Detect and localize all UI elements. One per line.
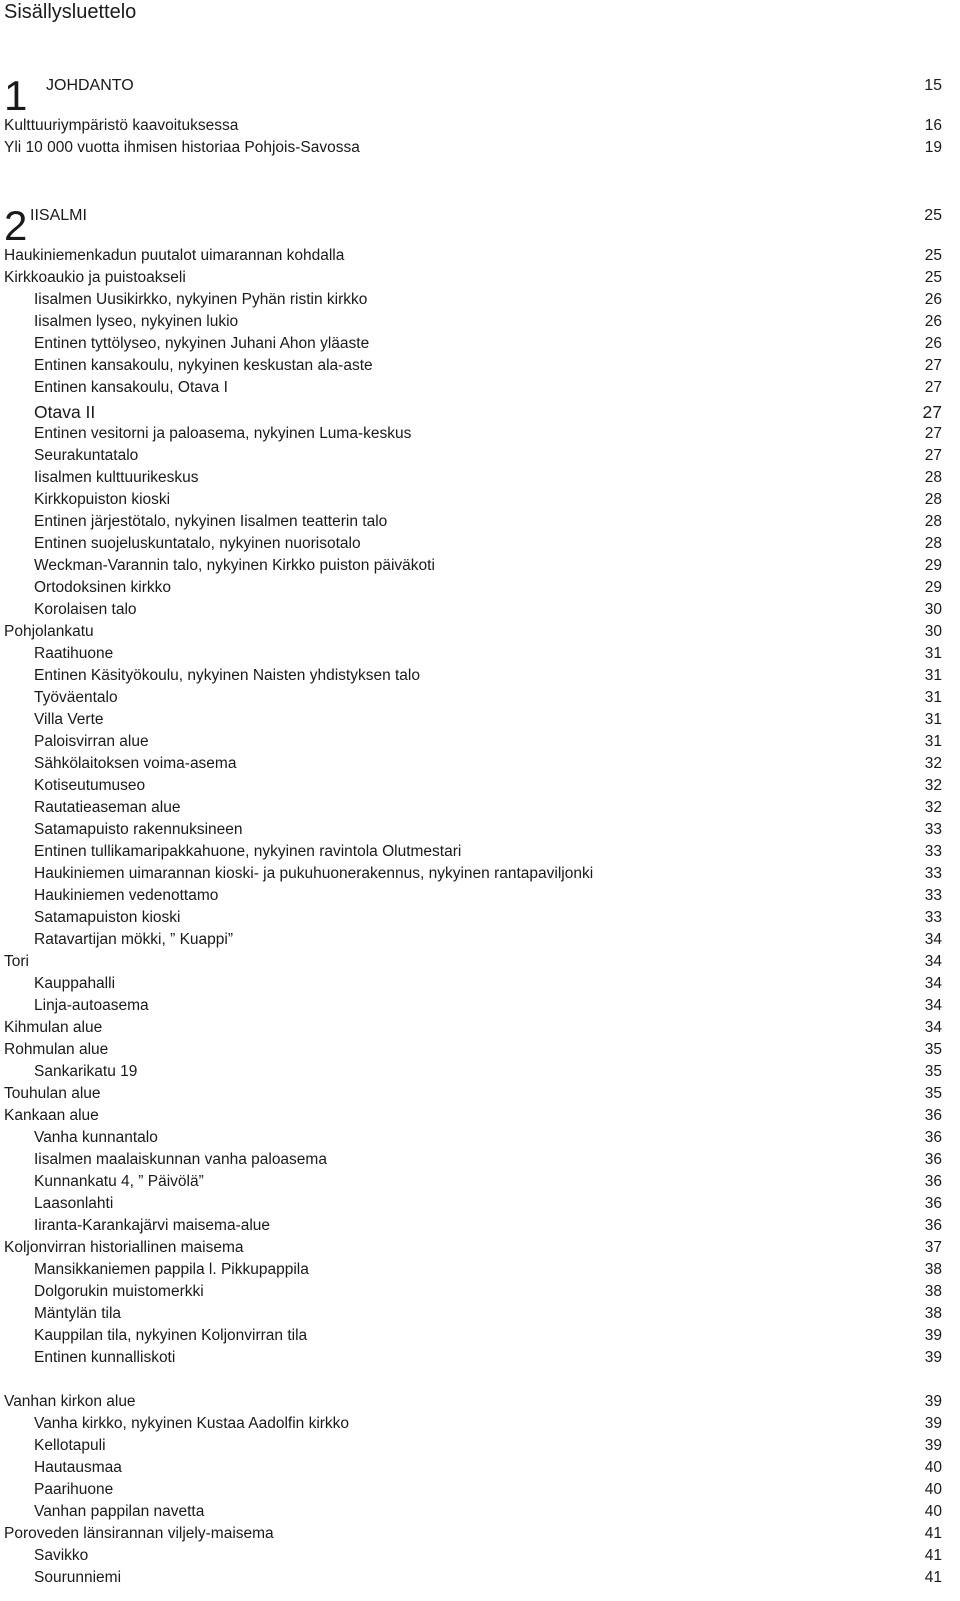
toc-entry-page: 36: [924, 1217, 942, 1234]
toc-entry-title: Kunnankatu 4, ” Päivölä”: [34, 1173, 204, 1190]
toc-entry-page: 34: [924, 953, 942, 970]
toc-entry-page: 19: [924, 139, 942, 156]
toc-entry-page: 31: [924, 667, 942, 684]
toc-entry[interactable]: [0, 666, 960, 686]
toc-entry[interactable]: [0, 644, 960, 664]
toc-entry[interactable]: [0, 1282, 960, 1302]
toc-entry[interactable]: [0, 996, 960, 1016]
toc-entry-page: 39: [924, 1327, 942, 1344]
chapter-number: 2: [4, 202, 28, 249]
toc-entry-page: 36: [924, 1107, 942, 1124]
toc-entry[interactable]: [0, 1128, 960, 1148]
toc-entry[interactable]: [0, 754, 960, 774]
toc-entry[interactable]: [0, 1238, 960, 1258]
toc-entry-title: Ortodoksinen kirkko: [34, 579, 171, 596]
toc-entry[interactable]: [0, 1040, 960, 1060]
toc-entry-title: Pohjolankatu: [4, 623, 94, 640]
toc-entry[interactable]: [0, 1150, 960, 1170]
toc-entry[interactable]: [0, 1260, 960, 1280]
toc-entry-page: 28: [924, 491, 942, 508]
toc-entry-title: Poroveden länsirannan viljely-maisema: [4, 1525, 274, 1542]
toc-entry-page: 31: [924, 689, 942, 706]
toc-entry-title: Paarihuone: [34, 1481, 114, 1498]
toc-entry[interactable]: [0, 886, 960, 906]
toc-entry-title: Vanha kunnantalo: [34, 1129, 158, 1146]
toc-entry[interactable]: [0, 1480, 960, 1500]
toc-entry-page: 30: [924, 601, 942, 618]
toc-entry-title: Iisalmen kulttuurikeskus: [34, 469, 199, 486]
toc-entry-title: Haukiniemenkadun puutalot uimarannan kohdalla: [4, 247, 345, 264]
toc-entry-title: Kotiseutumuseo: [34, 777, 146, 794]
toc-entry-title: Rohmulan alue: [4, 1041, 109, 1058]
toc-entry[interactable]: [0, 424, 960, 444]
toc-entry[interactable]: [0, 490, 960, 510]
toc-entry-title: Haukiniemen uimarannan kioski- ja pukuhuonerakennus, nykyinen rantapaviljonki: [34, 865, 594, 882]
toc-entry[interactable]: [0, 1524, 960, 1544]
toc-entry-title: Iisalmen lyseo, nykyinen lukio: [34, 313, 239, 330]
toc-entry-title: Raatihuone: [34, 645, 114, 662]
toc-entry-title: Entinen kansakoulu, Otava I: [34, 379, 228, 396]
chapter-heading: [0, 204, 960, 248]
toc-entry-title: Kauppahalli: [34, 975, 116, 992]
toc-entry[interactable]: [0, 138, 960, 158]
toc-entry-page: 25: [924, 269, 942, 286]
toc-entry-title: Mansikkaniemen pappila l. Pikkupappila: [34, 1261, 309, 1278]
toc-entry[interactable]: [0, 534, 960, 554]
toc-entry-page: 34: [924, 1019, 942, 1036]
toc-entry-title: Seurakuntatalo: [34, 447, 139, 464]
toc-entry[interactable]: [0, 468, 960, 488]
toc-entry-page: 25: [924, 247, 942, 264]
chapter-page-number: 15: [924, 77, 942, 94]
toc-entry-page: 33: [924, 843, 942, 860]
toc-entry-page: 39: [924, 1415, 942, 1432]
toc-entry-title: Savikko: [34, 1547, 89, 1564]
toc-entry-title: Iiranta-Karankajärvi maisema-alue: [34, 1217, 271, 1234]
toc-entry-page: 38: [924, 1261, 942, 1278]
toc-entry[interactable]: [0, 1568, 960, 1588]
toc-entry-title: Koljonvirran historiallinen maisema: [4, 1239, 244, 1256]
toc-entry[interactable]: [0, 1326, 960, 1346]
toc-entry-title: Entinen vesitorni ja paloasema, nykyinen Luma-keskus: [34, 425, 412, 442]
toc-entry-page: 37: [924, 1239, 942, 1256]
toc-entry[interactable]: [0, 1502, 960, 1522]
chapter-title[interactable]: JOHDANTO: [46, 77, 134, 94]
toc-entry-page: 27: [924, 379, 942, 396]
toc-entry[interactable]: [0, 1172, 960, 1192]
toc-entry-title: Dolgorukin muistomerkki: [34, 1283, 204, 1300]
toc-entry-page: 34: [924, 997, 942, 1014]
toc-entry[interactable]: [0, 1194, 960, 1214]
toc-entry-title: Laasonlahti: [34, 1195, 114, 1212]
toc-entry-page: 27: [922, 402, 942, 422]
toc-entry-title: Rautatieaseman alue: [34, 799, 181, 816]
toc-entry-title: Satamapuiston kioski: [34, 909, 181, 926]
toc-entry[interactable]: [0, 1348, 960, 1368]
toc-entry[interactable]: [0, 446, 960, 466]
toc-entry[interactable]: [0, 1106, 960, 1126]
toc-entry-page: 26: [924, 335, 942, 352]
toc-entry-title: Kauppilan tila, nykyinen Koljonvirran tila: [34, 1327, 308, 1344]
toc-entry[interactable]: [0, 312, 960, 332]
toc-entry[interactable]: [0, 798, 960, 818]
toc-entry-page: 38: [924, 1305, 942, 1322]
toc-entry-title: Touhulan alue: [4, 1085, 101, 1102]
toc-entry-page: 31: [924, 645, 942, 662]
toc-entry[interactable]: [0, 1062, 960, 1082]
toc-entry[interactable]: [0, 710, 960, 730]
toc-entry[interactable]: [0, 378, 960, 398]
toc-entry-title: Weckman-Varannin talo, nykyinen Kirkko puiston päiväkoti: [34, 557, 435, 574]
toc-entry-page: 39: [924, 1393, 942, 1410]
toc-entry-page: 33: [924, 909, 942, 926]
toc-entry-title: Entinen Käsityökoulu, nykyinen Naisten yhdistyksen talo: [34, 667, 420, 684]
toc-entry-title: Villa Verte: [34, 711, 104, 728]
toc-entry[interactable]: [0, 334, 960, 354]
toc-entry[interactable]: [0, 116, 960, 136]
toc-entry-title: Vanha kirkko, nykyinen Kustaa Aadolfin kirkko: [34, 1415, 350, 1432]
toc-entry-page: 36: [924, 1129, 942, 1146]
toc-entry-title: Sankarikatu 19: [34, 1063, 138, 1080]
toc-entry-title: Paloisvirran alue: [34, 733, 149, 750]
toc-entry[interactable]: [0, 600, 960, 620]
toc-entry-title: Otava II: [34, 402, 96, 422]
toc-entry-title: Yli 10 000 vuotta ihmisen historiaa Pohjois-Savossa: [4, 139, 360, 156]
toc-entry-page: 39: [924, 1437, 942, 1454]
toc-entry[interactable]: [0, 908, 960, 928]
toc-entry[interactable]: [0, 1546, 960, 1566]
toc-entry-title: Entinen tyttölyseo, nykyinen Juhani Ahon yläaste: [34, 335, 370, 352]
toc-entry-page: 33: [924, 887, 942, 904]
toc-entry-page: 27: [924, 447, 942, 464]
toc-entry-page: 40: [924, 1481, 942, 1498]
toc-entry-title: Kellotapuli: [34, 1437, 106, 1454]
toc-entry[interactable]: [0, 930, 960, 950]
toc-entry-page: 29: [924, 579, 942, 596]
toc-entry-page: 28: [924, 535, 942, 552]
toc-entry-title: Kirkkopuiston kioski: [34, 491, 171, 508]
page-title: Sisällysluettelo: [4, 1, 137, 23]
toc-entry-page: 34: [924, 931, 942, 948]
toc-entry-page: 40: [924, 1503, 942, 1520]
toc-entry-page: 16: [924, 117, 942, 134]
toc-entry-page: 33: [924, 821, 942, 838]
chapter-number: 1: [4, 72, 28, 119]
toc-entry-page: 28: [924, 469, 942, 486]
toc-entry-title: Ratavartijan mökki, ” Kuappi”: [34, 931, 233, 948]
toc-entry-title: Sourunniemi: [34, 1569, 122, 1586]
toc-entry-title: Mäntylän tila: [34, 1305, 122, 1322]
toc-entry[interactable]: [0, 246, 960, 266]
toc-entry[interactable]: [0, 356, 960, 376]
toc-entry-title: Iisalmen Uusikirkko, nykyinen Pyhän ristin kirkko: [34, 291, 368, 308]
toc-entry-title: Entinen kunnalliskoti: [34, 1349, 176, 1366]
toc-entry-page: 41: [924, 1547, 942, 1564]
toc-entry-title: Entinen suojeluskuntatalo, nykyinen nuorisotalo: [34, 535, 361, 552]
toc-entry-title: Kirkkoaukio ja puistoakseli: [4, 269, 186, 286]
toc-entry-title: Satamapuisto rakennuksineen: [34, 821, 243, 838]
toc-entry-page: 41: [924, 1569, 942, 1586]
toc-entry-page: 35: [924, 1085, 942, 1102]
toc-entry[interactable]: [0, 1216, 960, 1236]
toc-entry-page: 27: [924, 357, 942, 374]
toc-entry[interactable]: [0, 268, 960, 288]
toc-entry[interactable]: [0, 688, 960, 708]
toc-entry[interactable]: [0, 290, 960, 310]
toc-entry-title: Linja-autoasema: [34, 997, 149, 1014]
toc-entry-title: Sähkölaitoksen voima-asema: [34, 755, 237, 772]
toc-entry-title: Kulttuuriympäristö kaavoituksessa: [4, 117, 239, 134]
toc-entry-page: 41: [924, 1525, 942, 1542]
toc-entry[interactable]: [0, 1084, 960, 1104]
chapter-title[interactable]: IISALMI: [30, 207, 87, 224]
toc-entry[interactable]: [0, 820, 960, 840]
toc-entry[interactable]: [0, 776, 960, 796]
toc-entry-page: 27: [924, 425, 942, 442]
toc-entry-page: 35: [924, 1063, 942, 1080]
toc-entry-title: Iisalmen maalaiskunnan vanha paloasema: [34, 1151, 327, 1168]
toc-entry-title: Tori: [4, 953, 29, 970]
toc-entry-page: 33: [924, 865, 942, 882]
toc-entry-title: Vanhan pappilan navetta: [34, 1503, 205, 1520]
toc-entry[interactable]: [0, 864, 960, 884]
toc-entry-page: 29: [924, 557, 942, 574]
toc-entry[interactable]: [0, 1458, 960, 1478]
toc-entry-title: Haukiniemen vedenottamo: [34, 887, 219, 904]
toc-entry[interactable]: [0, 556, 960, 576]
toc-entry[interactable]: [0, 1304, 960, 1324]
toc-entry[interactable]: [0, 1436, 960, 1456]
toc-entry[interactable]: [0, 952, 960, 972]
toc-entry-title: Korolaisen talo: [34, 601, 137, 618]
toc-entry-title: Vanhan kirkon alue: [4, 1393, 136, 1410]
toc-entry-page: 32: [924, 777, 942, 794]
toc-entry[interactable]: [0, 974, 960, 994]
toc-entry-page: 31: [924, 711, 942, 728]
toc-entry-title: Kihmulan alue: [4, 1019, 103, 1036]
toc-entry-page: 34: [924, 975, 942, 992]
toc-entry-page: 32: [924, 755, 942, 772]
toc-entry[interactable]: [0, 1018, 960, 1038]
toc-entry-page: 35: [924, 1041, 942, 1058]
toc-entry-page: 26: [924, 313, 942, 330]
toc-entry-page: 31: [924, 733, 942, 750]
toc-entry-title: Hautausmaa: [34, 1459, 122, 1476]
toc-entry[interactable]: [0, 400, 960, 424]
toc-entry[interactable]: [0, 842, 960, 862]
chapter-page-number: 25: [924, 207, 942, 224]
toc-entry[interactable]: [0, 578, 960, 598]
toc-entry-page: 40: [924, 1459, 942, 1476]
toc-entry-page: 38: [924, 1283, 942, 1300]
toc-entry-title: Työväentalo: [34, 689, 118, 706]
toc-entry[interactable]: [0, 1392, 960, 1412]
toc-entry-title: Entinen järjestötalo, nykyinen Iisalmen teatterin talo: [34, 513, 388, 530]
toc-entry-page: 36: [924, 1195, 942, 1212]
toc-entry-title: Entinen tullikamaripakkahuone, nykyinen ravintola Olutmestari: [34, 843, 462, 860]
chapter-heading: [0, 74, 960, 118]
toc-entry-page: 28: [924, 513, 942, 530]
toc-entry-page: 39: [924, 1349, 942, 1366]
toc-entry-page: 36: [924, 1151, 942, 1168]
toc-entry[interactable]: [0, 622, 960, 642]
toc-entry-title: Entinen kansakoulu, nykyinen keskustan ala-aste: [34, 357, 373, 374]
toc-entry-page: 32: [924, 799, 942, 816]
toc-entry[interactable]: [0, 512, 960, 532]
toc-entry[interactable]: [0, 732, 960, 752]
toc-entry-page: 30: [924, 623, 942, 640]
toc-entry-page: 36: [924, 1173, 942, 1190]
toc-entry-page: 26: [924, 291, 942, 308]
toc-entry[interactable]: [0, 1414, 960, 1434]
toc-entry-title: Kankaan alue: [4, 1107, 99, 1124]
